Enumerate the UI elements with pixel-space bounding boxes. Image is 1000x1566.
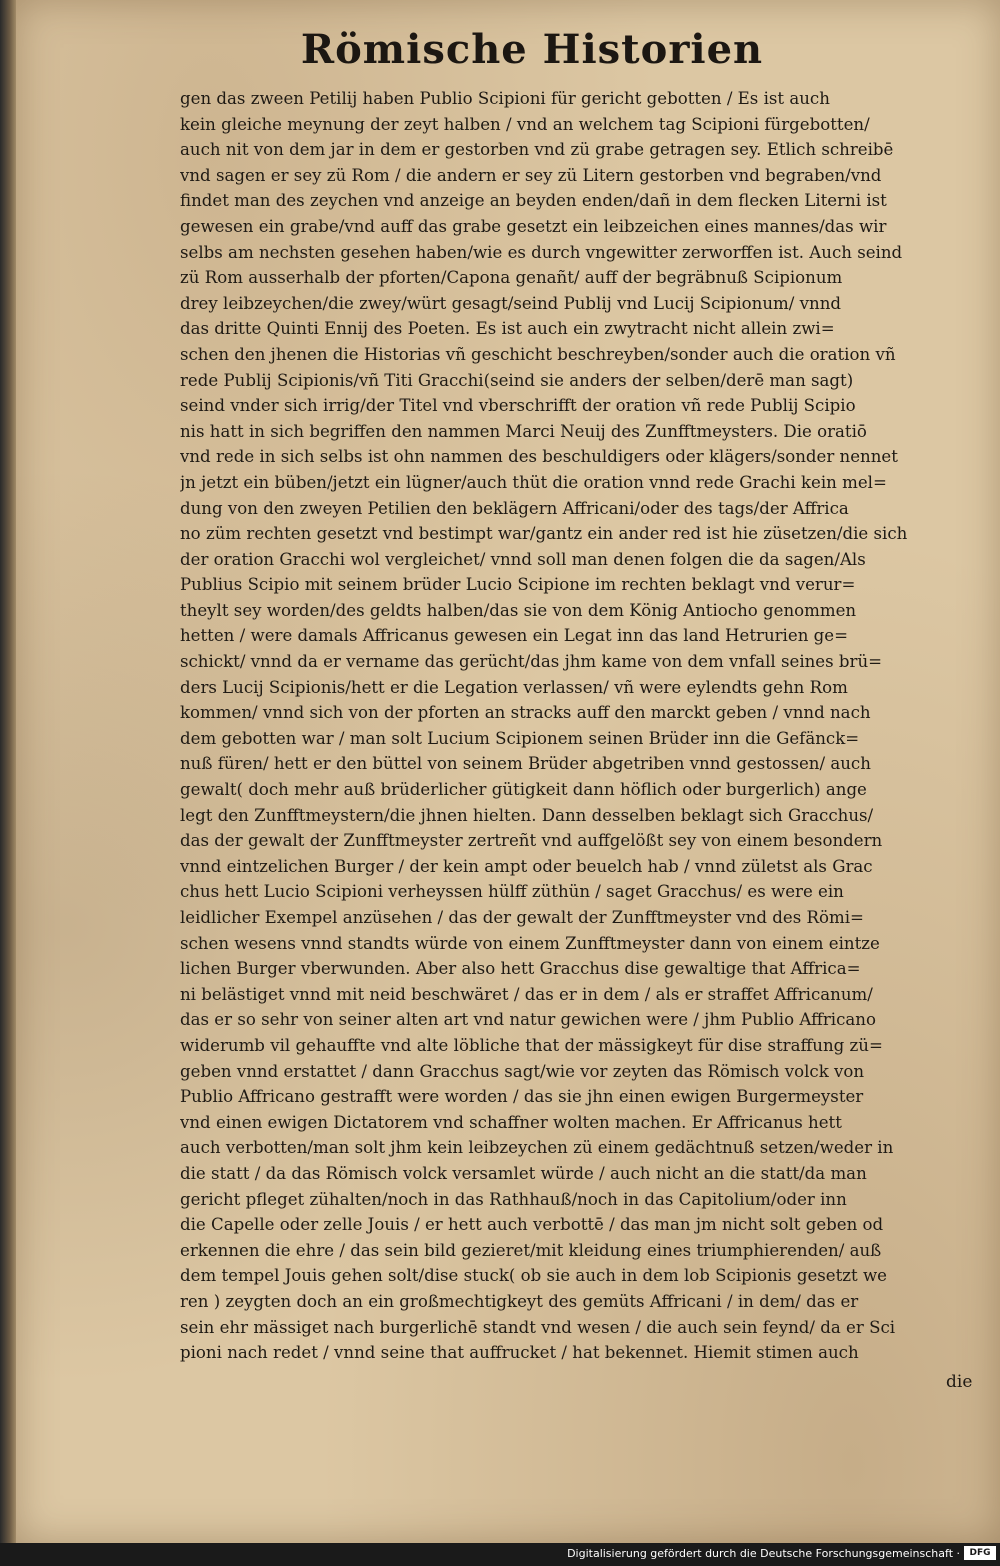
text-line: vnd rede in sich selbs ist ohn nammen des beschuldigers oder klägers/sonder nennet bbox=[180, 447, 898, 467]
text-line: drey leibzeychen/die zwey/würt gesagt/seind Publij vnd Lucij Scipionum/ vnnd bbox=[180, 293, 842, 313]
text-line: ren ) zeygten doch an ein großmechtigkeyt des gemüts Affricani / in dem/ das er bbox=[180, 1291, 859, 1311]
text-line: nuß füren/ hett er den büttel von seinem Brüder abgetriben vnnd gestossen/ auch bbox=[180, 754, 871, 774]
text-line: hetten / were damals Affricanus gewesen ein Legat inn das land Hetrurien ge= bbox=[180, 626, 848, 646]
book-gutter bbox=[0, 0, 16, 1543]
body-text bbox=[180, 86, 980, 1366]
text-line: vnd einen ewigen Dictatorem vnd schaffner wolten machen. Er Affricanus hett bbox=[180, 1112, 842, 1132]
text-line: auch verbotten/man solt jhm kein leibzeychen zü einem gedächtnuß setzen/weder in bbox=[180, 1138, 894, 1158]
text-line: seind vnder sich irrig/der Titel vnd vberschrifft der oration vñ rede Publij Scipio bbox=[180, 396, 856, 416]
text-line: findet man des zeychen vnd anzeige an beyden enden/dañ in dem flecken Literni ist bbox=[180, 191, 887, 211]
dfg-logo: DFG bbox=[964, 1546, 996, 1560]
text-line: auch nit von dem jar in dem er gestorben vnd zü grabe getragen sey. Etlich schreibē bbox=[180, 140, 894, 160]
text-line: gen das zween Petilij haben Publio Scipioni für gericht gebotten / Es ist auch bbox=[180, 89, 830, 108]
text-line: rede Publij Scipionis/vñ Titi Gracchi(seind sie anders der selben/derē man sagt) bbox=[180, 370, 854, 390]
catchword: die bbox=[946, 1372, 973, 1392]
text-line: legt den Zunfftmeystern/die jhnen hielten. Dann desselben beklagt sich Gracchus/ bbox=[180, 805, 874, 825]
text-line: gewesen ein grabe/vnd auff das grabe gesetzt ein leibzeichen eines mannes/das wir bbox=[180, 216, 887, 236]
text-line: das dritte Quinti Ennij des Poeten. Es ist auch ein zwytracht nicht allein zwi= bbox=[180, 319, 835, 339]
text-line: schen den jhenen die Historias vñ geschicht beschreyben/sonder auch die oration vñ bbox=[180, 344, 896, 364]
text-line: jn jetzt ein büben/jetzt ein lügner/auch thüt die oration vnnd rede Grachi kein mel= bbox=[180, 472, 887, 492]
book-page bbox=[16, 0, 1000, 1543]
text-line: Publio Affricano gestrafft were worden / das sie jhn einen ewigen Burgermeyster bbox=[180, 1087, 864, 1107]
text-line: ders Lucij Scipionis/hett er die Legation verlassen/ vñ were eylendts gehn Rom bbox=[180, 677, 848, 697]
text-line: der oration Gracchi wol vergleichet/ vnnd soll man denen folgen die da sagen/Als bbox=[180, 549, 866, 569]
text-line: dem tempel Jouis gehen solt/dise stuck( ob sie auch in dem lob Scipionis gesetzt we bbox=[180, 1266, 888, 1286]
text-line: widerumb vil gehauffte vnd alte löbliche that der mässigkeyt für dise straffung zü= bbox=[180, 1035, 883, 1055]
text-line: leidlicher Exempel anzüsehen / das der gewalt der Zunfftmeyster vnd des Römi= bbox=[180, 908, 864, 927]
text-line: nis hatt in sich begriffen den nammen Marci Neuij des Zunfftmeysters. Die oratiō bbox=[180, 421, 867, 441]
text-line: ni belästiget vnnd mit neid beschwäret / das er in dem / als er straffet Affricanum/ bbox=[180, 984, 873, 1004]
text-line: selbs am nechsten gesehen haben/wie es durch vngewitter zerworffen ist. Auch seind bbox=[180, 242, 903, 262]
text-line: no züm rechten gesetzt vnd bestimpt war/gantz ein ander red ist hie züsetzen/die sich bbox=[180, 524, 908, 544]
text-line: kommen/ vnnd sich von der pforten an stracks auff den marckt geben / vnnd nach bbox=[180, 703, 871, 723]
text-line: chus hett Lucio Scipioni verheyssen hülff züthün / saget Gracchus/ es were ein bbox=[180, 882, 844, 902]
text-line: gewalt( doch mehr auß brüderlicher gütigkeit dann höflich oder burgerlich) ange bbox=[180, 780, 867, 800]
text-line: sein ehr mässiget nach burgerlichē standt vnd wesen / die auch sein feynd/ da er Sci bbox=[180, 1317, 896, 1337]
text-line: geben vnnd erstattet / dann Gracchus sagt/wie vor zeyten das Römisch volck von bbox=[180, 1061, 865, 1081]
text-line: vnd sagen er sey zü Rom / die andern er sey zü Litern gestorben vnd begraben/vnd bbox=[180, 165, 882, 185]
text-line: schen wesens vnnd standts würde von einem Zunfftmeyster dann von einem eintze bbox=[180, 933, 880, 953]
text-line: die statt / da das Römisch volck versamlet würde / auch nicht an die statt/da man bbox=[180, 1163, 867, 1183]
text-line: theylt sey worden/des geldts halben/das sie von dem König Antiocho genommen bbox=[180, 600, 857, 620]
running-head: Römische Historien bbox=[300, 26, 764, 73]
funding-credit: Digitalisierung gefördert durch die Deutsche Forschungsgemeinschaft · bbox=[567, 1547, 960, 1560]
text-line: zü Rom ausserhalb der pforten/Capona genañt/ auff der begräbnuß Scipionum bbox=[180, 268, 843, 288]
text-line: kein gleiche meynung der zeyt halben / vnd an welchem tag Scipioni fürgebotten/ bbox=[180, 114, 870, 134]
text-line: Publius Scipio mit seinem brüder Lucio Scipione im rechten beklagt vnd verur= bbox=[180, 575, 856, 595]
text-line: pioni nach redet / vnnd seine that auffrucket / hat bekennet. Hiemit stimen auch bbox=[180, 1343, 859, 1363]
text-line: dem gebotten war / man solt Lucium Scipionem seinen Brüder inn die Gefänck= bbox=[180, 728, 860, 748]
text-line: das er so sehr von seiner alten art vnd natur gewichen were / jhm Publio Affricano bbox=[180, 1010, 876, 1030]
text-line: gericht pfleget zühalten/noch in das Rathhauß/noch in das Capitolium/oder inn bbox=[180, 1189, 847, 1209]
text-line: lichen Burger vberwunden. Aber also hett Gracchus dise gewaltige that Affrica= bbox=[180, 959, 861, 979]
text-line: erkennen die ehre / das sein bild gezieret/mit kleidung eines triumphierenden/ auß bbox=[180, 1240, 882, 1260]
text-line: das der gewalt der Zunfftmeyster zertreñt vnd auffgelößt sey von einem besondern bbox=[180, 831, 883, 851]
text-line: schickt/ vnnd da er vername das gerücht/das jhm kame von dem vnfall seines brü= bbox=[180, 652, 883, 672]
text-line: die Capelle oder zelle Jouis / er hett auch verbottē / das man jm nicht solt geben od bbox=[180, 1215, 884, 1235]
text-line: dung von den zweyen Petilien den beklägern Affricani/oder des tags/der Affrica bbox=[180, 498, 849, 518]
text-line: vnnd eintzelichen Burger / der kein ampt oder beuelch hab / vnnd zületst als Grac bbox=[180, 856, 873, 876]
